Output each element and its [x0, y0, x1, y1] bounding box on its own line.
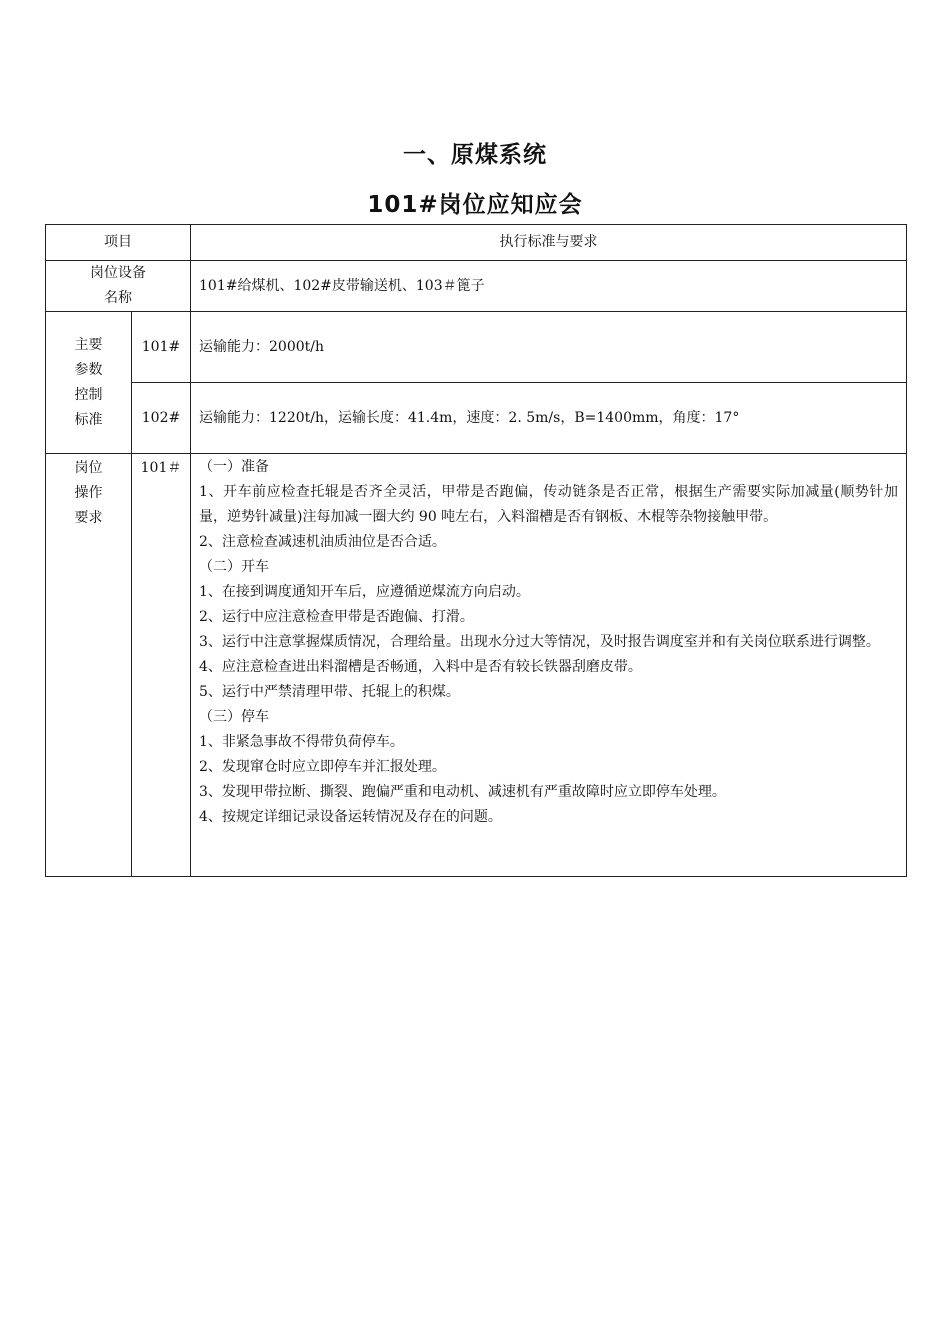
operations-line: （二）开车 [199, 559, 269, 575]
operations-line: 4、按规定详细记录设备运转情况及存在的问题。 [199, 809, 502, 825]
header-item-cell: 项目 [46, 225, 191, 261]
header-requirement-cell: 执行标准与要求 [191, 225, 907, 261]
operations-line: 2、注意检查减速机油质油位是否合适。 [199, 534, 446, 550]
operations-line: 1、开车前应检查托辊是否齐全灵活，甲带是否跑偏，传动链条是否正常，根据生产需要实际加减量(顺势针加量，逆势针减量)注每加减一圈大约 90 吨左右，入料溜槽是否有钢板、木棍等杂物接触甲带。 [199, 484, 898, 525]
operations-line: （一）准备 [199, 459, 269, 475]
params-label-line: 主要 [74, 336, 103, 353]
table-header-row [46, 225, 907, 261]
operations-line: （三）停车 [199, 709, 269, 725]
operations-line: 1、非紧急事故不得带负荷停车。 [199, 734, 404, 750]
params-value-102: 运输能力：1220t/h，运输长度：41.4m，速度：2. 5m/s，B=1400mm，角度：17° [191, 383, 907, 454]
operations-label-line: 要求 [74, 510, 103, 526]
operations-line: 3、发现甲带拉断、撕裂、跑偏严重和电动机、减速机有严重故障时应立即停车处理。 [199, 784, 726, 800]
operations-code-cell: 101＃ [132, 454, 191, 877]
operations-label-line: 岗位 [74, 460, 103, 476]
operations-row [46, 454, 907, 877]
params-code-102: 102# [132, 383, 191, 454]
params-label-line: 参数 [74, 361, 103, 378]
params-row-102 [46, 383, 907, 454]
operations-body-cell [191, 454, 907, 877]
params-row-101 [46, 312, 907, 383]
operations-label-cell [46, 454, 132, 877]
equipment-row [46, 261, 907, 312]
params-label-cell [46, 312, 132, 454]
operations-label-line: 操作 [74, 485, 103, 501]
equipment-label-line1: 岗位设备 [90, 265, 146, 281]
page-title: 一、原煤系统 [403, 142, 547, 168]
equipment-value-cell: 101#给煤机、102#皮带输送机、103＃篦子 [191, 261, 907, 312]
params-value-101: 运输能力：2000t/h [191, 312, 907, 383]
params-label-line: 标准 [74, 411, 103, 428]
equipment-label-line2: 名称 [104, 290, 132, 306]
operations-line: 3、运行中注意掌握煤质情况，合理给量。出现水分过大等情况，及时报告调度室并和有关岗位联系进行调整。 [199, 634, 880, 650]
params-code-101: 101# [132, 312, 191, 383]
operations-line: 2、发现窜仓时应立即停车并汇报处理。 [199, 759, 446, 775]
page-subtitle: 101#岗位应知应会 [367, 192, 583, 218]
operations-line: 4、应注意检查进出料溜槽是否畅通，入料中是否有较长铁器刮磨皮带。 [199, 659, 642, 675]
operations-line: 1、在接到调度通知开车后，应遵循逆煤流方向启动。 [199, 584, 530, 600]
operations-line: 2、运行中应注意检查甲带是否跑偏、打滑。 [199, 609, 474, 625]
params-label-line: 控制 [74, 386, 103, 403]
standards-table [45, 224, 907, 877]
operations-line: 5、运行中严禁清理甲带、托辊上的积煤。 [199, 684, 460, 700]
equipment-label-cell [46, 261, 191, 312]
